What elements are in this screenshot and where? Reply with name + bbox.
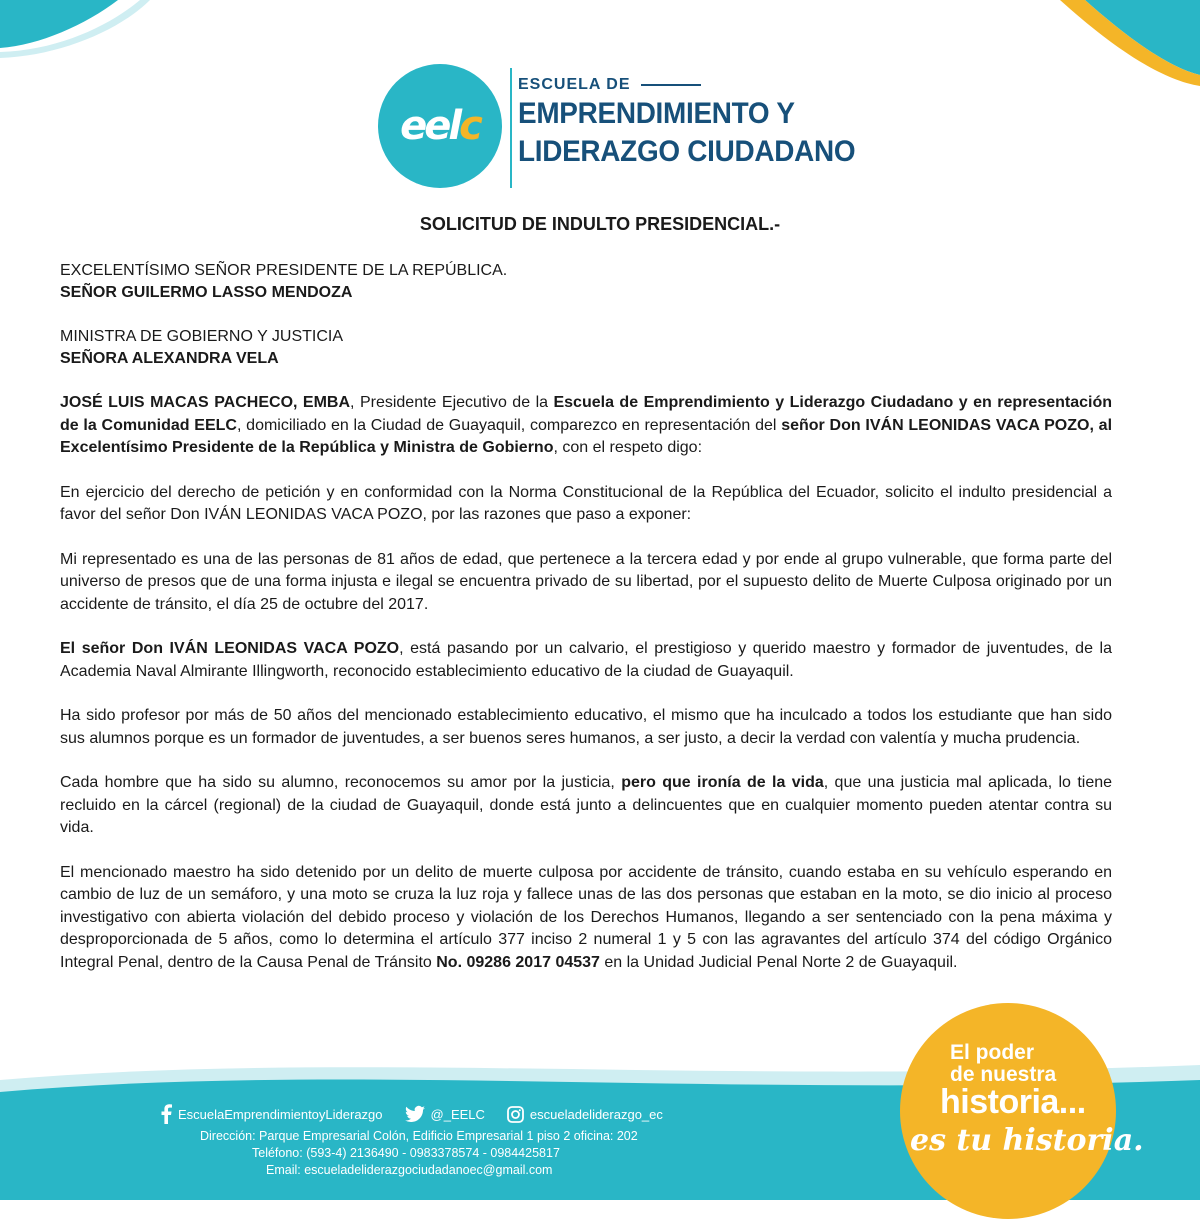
slogan-line-1: El poder — [950, 1041, 1035, 1064]
logo-big-line-2: LIDERAZGO CIUDADANO — [518, 135, 856, 168]
addressee-minister-title: MINISTRA DE GOBIERNO Y JUSTICIA — [60, 328, 344, 345]
addressee-president — [60, 260, 1112, 304]
footer-phone: Teléfono: (593-4) 2136490 - 0983378574 - 0984425817 — [252, 1146, 560, 1160]
document-title: SOLICITUD DE INDULTO PRESIDENCIAL.- — [419, 214, 781, 234]
school-logo — [378, 62, 858, 192]
facebook-icon — [160, 1104, 172, 1124]
logo-mark: eelc — [400, 103, 480, 149]
instagram-link[interactable]: escueladeliderazgo_ec — [507, 1106, 663, 1123]
letter-body — [60, 260, 1112, 996]
slogan-badge — [900, 1003, 1144, 1219]
paragraph-teacher: El señor Don IVÁN LEONIDAS VACA POZO, está pasando por un calvario, el prestigioso y querido maestro y formador de juventudes, de la Academia Naval Almirante Illingworth, reconocido establecimiento educativo de la ciudad de Guayaquil. — [60, 640, 1113, 680]
addressee-president-name: SEÑOR GUILERMO LASSO MENDOZA — [60, 284, 353, 301]
paragraph-students: Cada hombre que ha sido su alumno, reconocemos su amor por la justicia, pero que ironía de la vida, que una justicia mal aplicada, lo tiene recluido en la cárcel (regional) de la ciudad de Guayaquil, donde está junto a delincuentes que en cualquier momento pueden atentar contra su vida. — [60, 774, 1113, 836]
logo-big-line-1: EMPRENDIMIENTO Y — [518, 97, 795, 130]
logo-wordmark — [518, 76, 858, 170]
logo-divider — [510, 68, 512, 188]
facebook-link[interactable]: EscuelaEmprendimientoyLiderazgo — [160, 1104, 383, 1124]
logo-circle — [378, 64, 502, 188]
twitter-link[interactable]: @_EELC — [405, 1106, 485, 1122]
slogan-line-2: de nuestra — [950, 1063, 1057, 1086]
slogan-line-4: es tu historia. — [910, 1123, 1144, 1158]
paragraph-age: Mi representado es una de las personas de 81 años de edad, que pertenece a la tercera edad y por ende al grupo vulnerable, que forma parte del universo de presos que de una forma injusta e ilegal se encuentra privado de su libertad, por el supuesto delito de Muerte Culposa originado por un accidente de tránsito, el día 25 de octubre del 2017. — [60, 550, 1112, 613]
addressee-minister-name: SEÑORA ALEXANDRA VELA — [60, 350, 279, 367]
paragraph-case: El mencionado maestro ha sido detenido por un delito de muerte culposa por accidente de tránsito, cuando estaba en su vehículo esperando en cambio de luz de un semáforo, y una moto se cruza la luz roja y fallece unas de las dos personas que estaban en la moto, se dio inicio al proceso investigativo con abierta violación del debido proceso y violación de los Derechos Humanos, llegando a ser sentenciado con la pena máxima y desproporcionada de 5 años, como lo determina el artículo 377 inciso 2 numeral 1 y 5 con las agravantes del artículo 374 del código Orgánico Integral Penal, dentro de la Causa Penal de Tránsito No. 09286 2017 04537 en la Unidad Judicial Penal Norte 2 de Guayaquil. — [60, 863, 1112, 971]
social-links — [160, 1103, 685, 1125]
footer-email: Email: escueladeliderazgociudadanoec@gmail.com — [266, 1163, 553, 1177]
footer-contact — [200, 1128, 720, 1179]
addressee-minister — [60, 326, 1112, 370]
slogan-line-3: historia... — [940, 1083, 1086, 1121]
addressee-president-title: EXCELENTÍSIMO SEÑOR PRESIDENTE DE LA REPÚBLICA. — [60, 262, 508, 279]
paragraph-petition: En ejercicio del derecho de petición y en conformidad con la Norma Constitucional de la República del Ecuador, solicito el indulto presidencial a favor del señor Don IVÁN LEONIDAS VACA POZO, por las razones que paso a exponer: — [60, 483, 1112, 523]
twitter-icon — [405, 1106, 425, 1122]
paragraph-introduction: JOSÉ LUIS MACAS PACHECO, EMBA, Presidente Ejecutivo de la Escuela de Emprendimiento y Liderazgo Ciudadano y en representación de la Comunidad EELC, domiciliado en la Ciudad de Guayaquil, comparezco en representación del señor Don IVÁN LEONIDAS VACA POZO, al Excelentísimo Presidente de la República y Ministra de Gobierno, con el respeto digo: — [60, 394, 1113, 456]
footer-address: Dirección: Parque Empresarial Colón, Edificio Empresarial 1 piso 2 oficina: 202 — [200, 1129, 638, 1143]
instagram-icon — [507, 1106, 524, 1123]
logo-small-line: ESCUELA DE — [518, 76, 858, 94]
paragraph-professor: Ha sido profesor por más de 50 años del mencionado establecimiento educativo, el mismo que ha inculcado a todos los estudiante que han sido sus alumnos porque es un formador de juventudes, a ser buenos seres humanos, a ser justo, a decir la verdad con valentía y mucha prudencia. — [60, 707, 1112, 747]
